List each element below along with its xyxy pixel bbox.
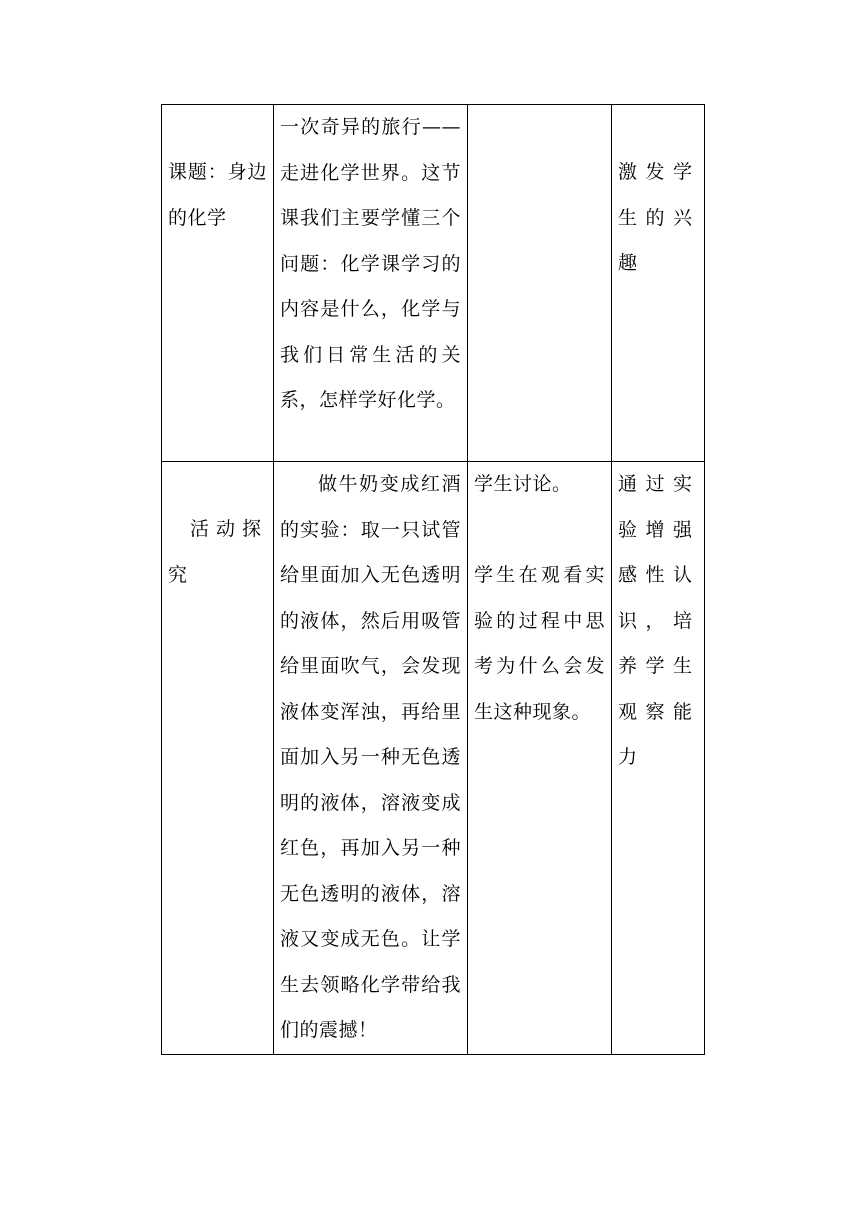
student-activity-text: 学生讨论。: [474, 473, 572, 495]
table-cell-content: [274, 105, 468, 462]
table-cell-purpose: [612, 462, 705, 1055]
topic-text: 活动探究: [168, 518, 267, 586]
student-activity-block: [468, 462, 611, 735]
topic-text: 课题：身边的化学: [168, 161, 267, 229]
student-activity-text-2: 学生在观看实验的过程中思考为什么会发生这种现象。: [474, 564, 605, 723]
table-row: [162, 462, 705, 1055]
table-cell-student-activity: [468, 105, 612, 462]
content-text: 做牛奶变成红酒的实验：取一只试管给里面加入无色透明的液体，然后用吸管给里面吹气，会发现液体变浑浊，再给里面加入另一种无色透明的液体，溶液变成红色，再加入另一种无色透明的液体，溶液又变成无色。让学生去领略化学带给我们的震撼！: [280, 473, 461, 1041]
spacer: [474, 508, 605, 554]
table-cell-topic: [162, 462, 274, 1055]
table-cell-student-activity: [468, 462, 612, 1055]
purpose-text: 激发学生的兴趣: [618, 161, 698, 274]
table-row: [162, 105, 705, 462]
table-cell-purpose: [612, 105, 705, 462]
table-cell-topic: [162, 105, 274, 462]
lesson-plan-table: [161, 104, 705, 1055]
purpose-text: 通过实验增强感性认识，培养学生观察能力: [618, 473, 698, 768]
table-cell-content: [274, 462, 468, 1055]
content-text: 一次奇异的旅行——走进化学世界。这节课我们主要学懂三个问题：化学课学习的内容是什么，化学与我们日常生活的关系，怎样学好化学。: [280, 116, 461, 411]
